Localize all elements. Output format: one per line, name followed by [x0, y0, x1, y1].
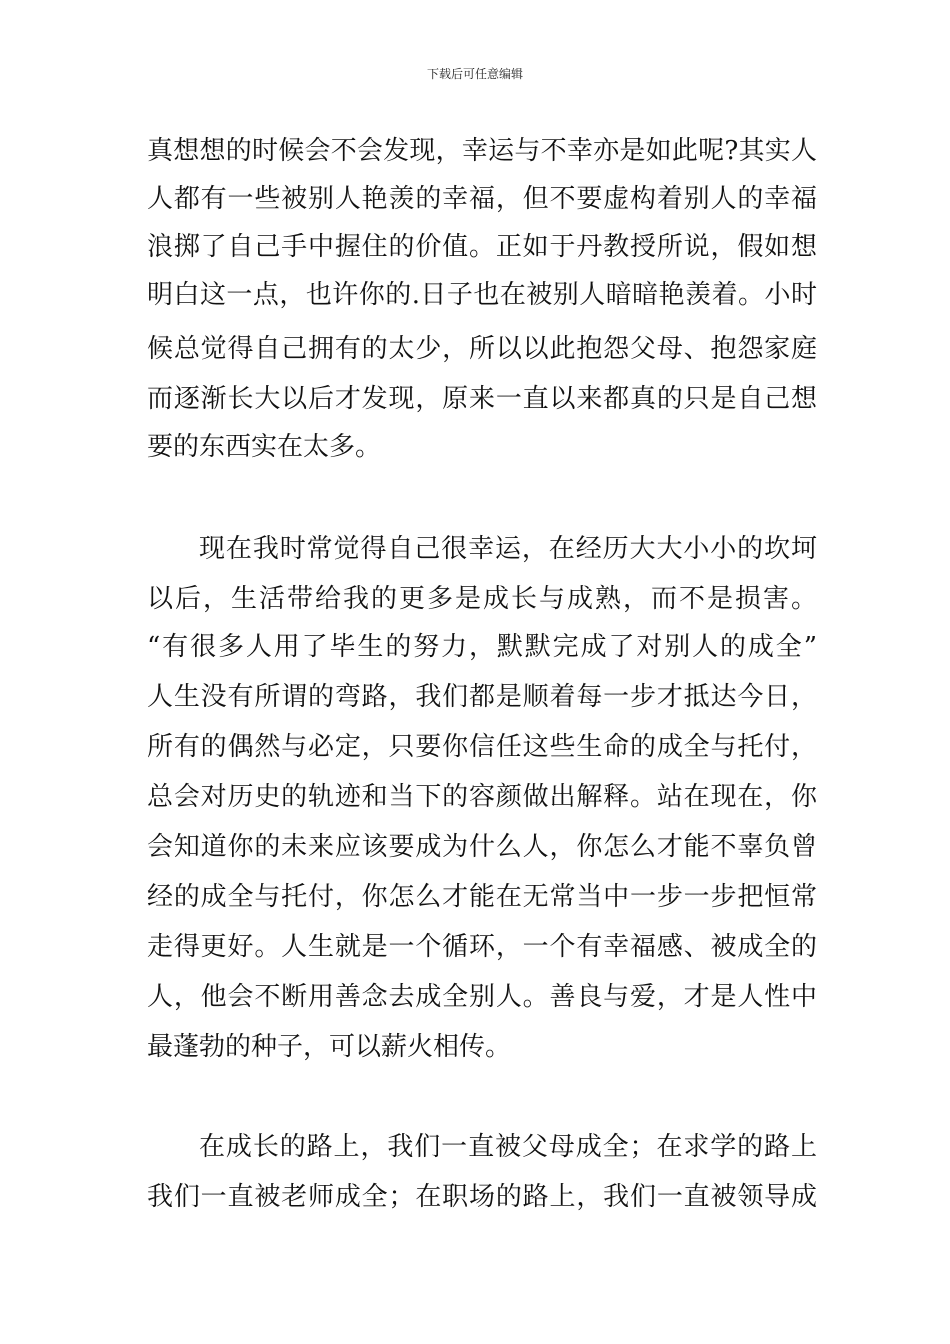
text-line: 现在我时常觉得自己很幸运，在经历大大小小的坎坷	[199, 534, 817, 564]
text-line: 我们一直被老师成全；在职场的路上，我们一直被领导成	[147, 1182, 817, 1212]
text-line: 以后，生活带给我的更多是成长与成熟，而不是损害。	[147, 584, 817, 614]
text-line: 而逐渐长大以后才发现，原来一直以来都真的只是自己想	[147, 384, 817, 414]
text-line: 明白这一点，也许你的.日子也在被别人暗暗艳羡着。小时	[147, 280, 817, 310]
text-line: 所有的偶然与必定，只要你信任这些生命的成全与托付，	[147, 732, 817, 762]
text-line: “有很多人用了毕生的努力，默默完成了对别人的成全”	[147, 632, 817, 662]
text-line: 总会对历史的轨迹和当下的容颜做出解释。站在现在，你	[147, 782, 817, 812]
text-line: 最蓬勃的种子，可以薪火相传。	[147, 1032, 512, 1062]
text-line: 要的东西实在太多。	[147, 432, 382, 462]
text-line: 浪掷了自己手中握住的价值。正如于丹教授所说，假如想	[147, 232, 817, 262]
text-line: 会知道你的未来应该要成为什么人，你怎么才能不辜负曾	[147, 832, 817, 862]
text-line: 候总觉得自己拥有的太少，所以以此抱怨父母、抱怨家庭	[147, 334, 817, 364]
text-line: 走得更好。人生就是一个循环，一个有幸福感、被成全的	[147, 932, 817, 962]
page-header: 下载后可任意编辑	[426, 67, 523, 81]
text-line: 人都有一些被别人艳羡的幸福，但不要虚构着别人的幸福	[147, 184, 817, 214]
text-line: 真想想的时候会不会发现，幸运与不幸亦是如此呢?其实人	[147, 136, 817, 166]
text-line: 人，他会不断用善念去成全别人。善良与爱，才是人性中	[147, 982, 817, 1012]
text-line: 在成长的路上，我们一直被父母成全；在求学的路上	[199, 1132, 817, 1162]
text-line: 人生没有所谓的弯路，我们都是顺着每一步才抵达今日，	[147, 682, 817, 712]
text-line: 经的成全与托付，你怎么才能在无常当中一步一步把恒常	[147, 882, 817, 912]
